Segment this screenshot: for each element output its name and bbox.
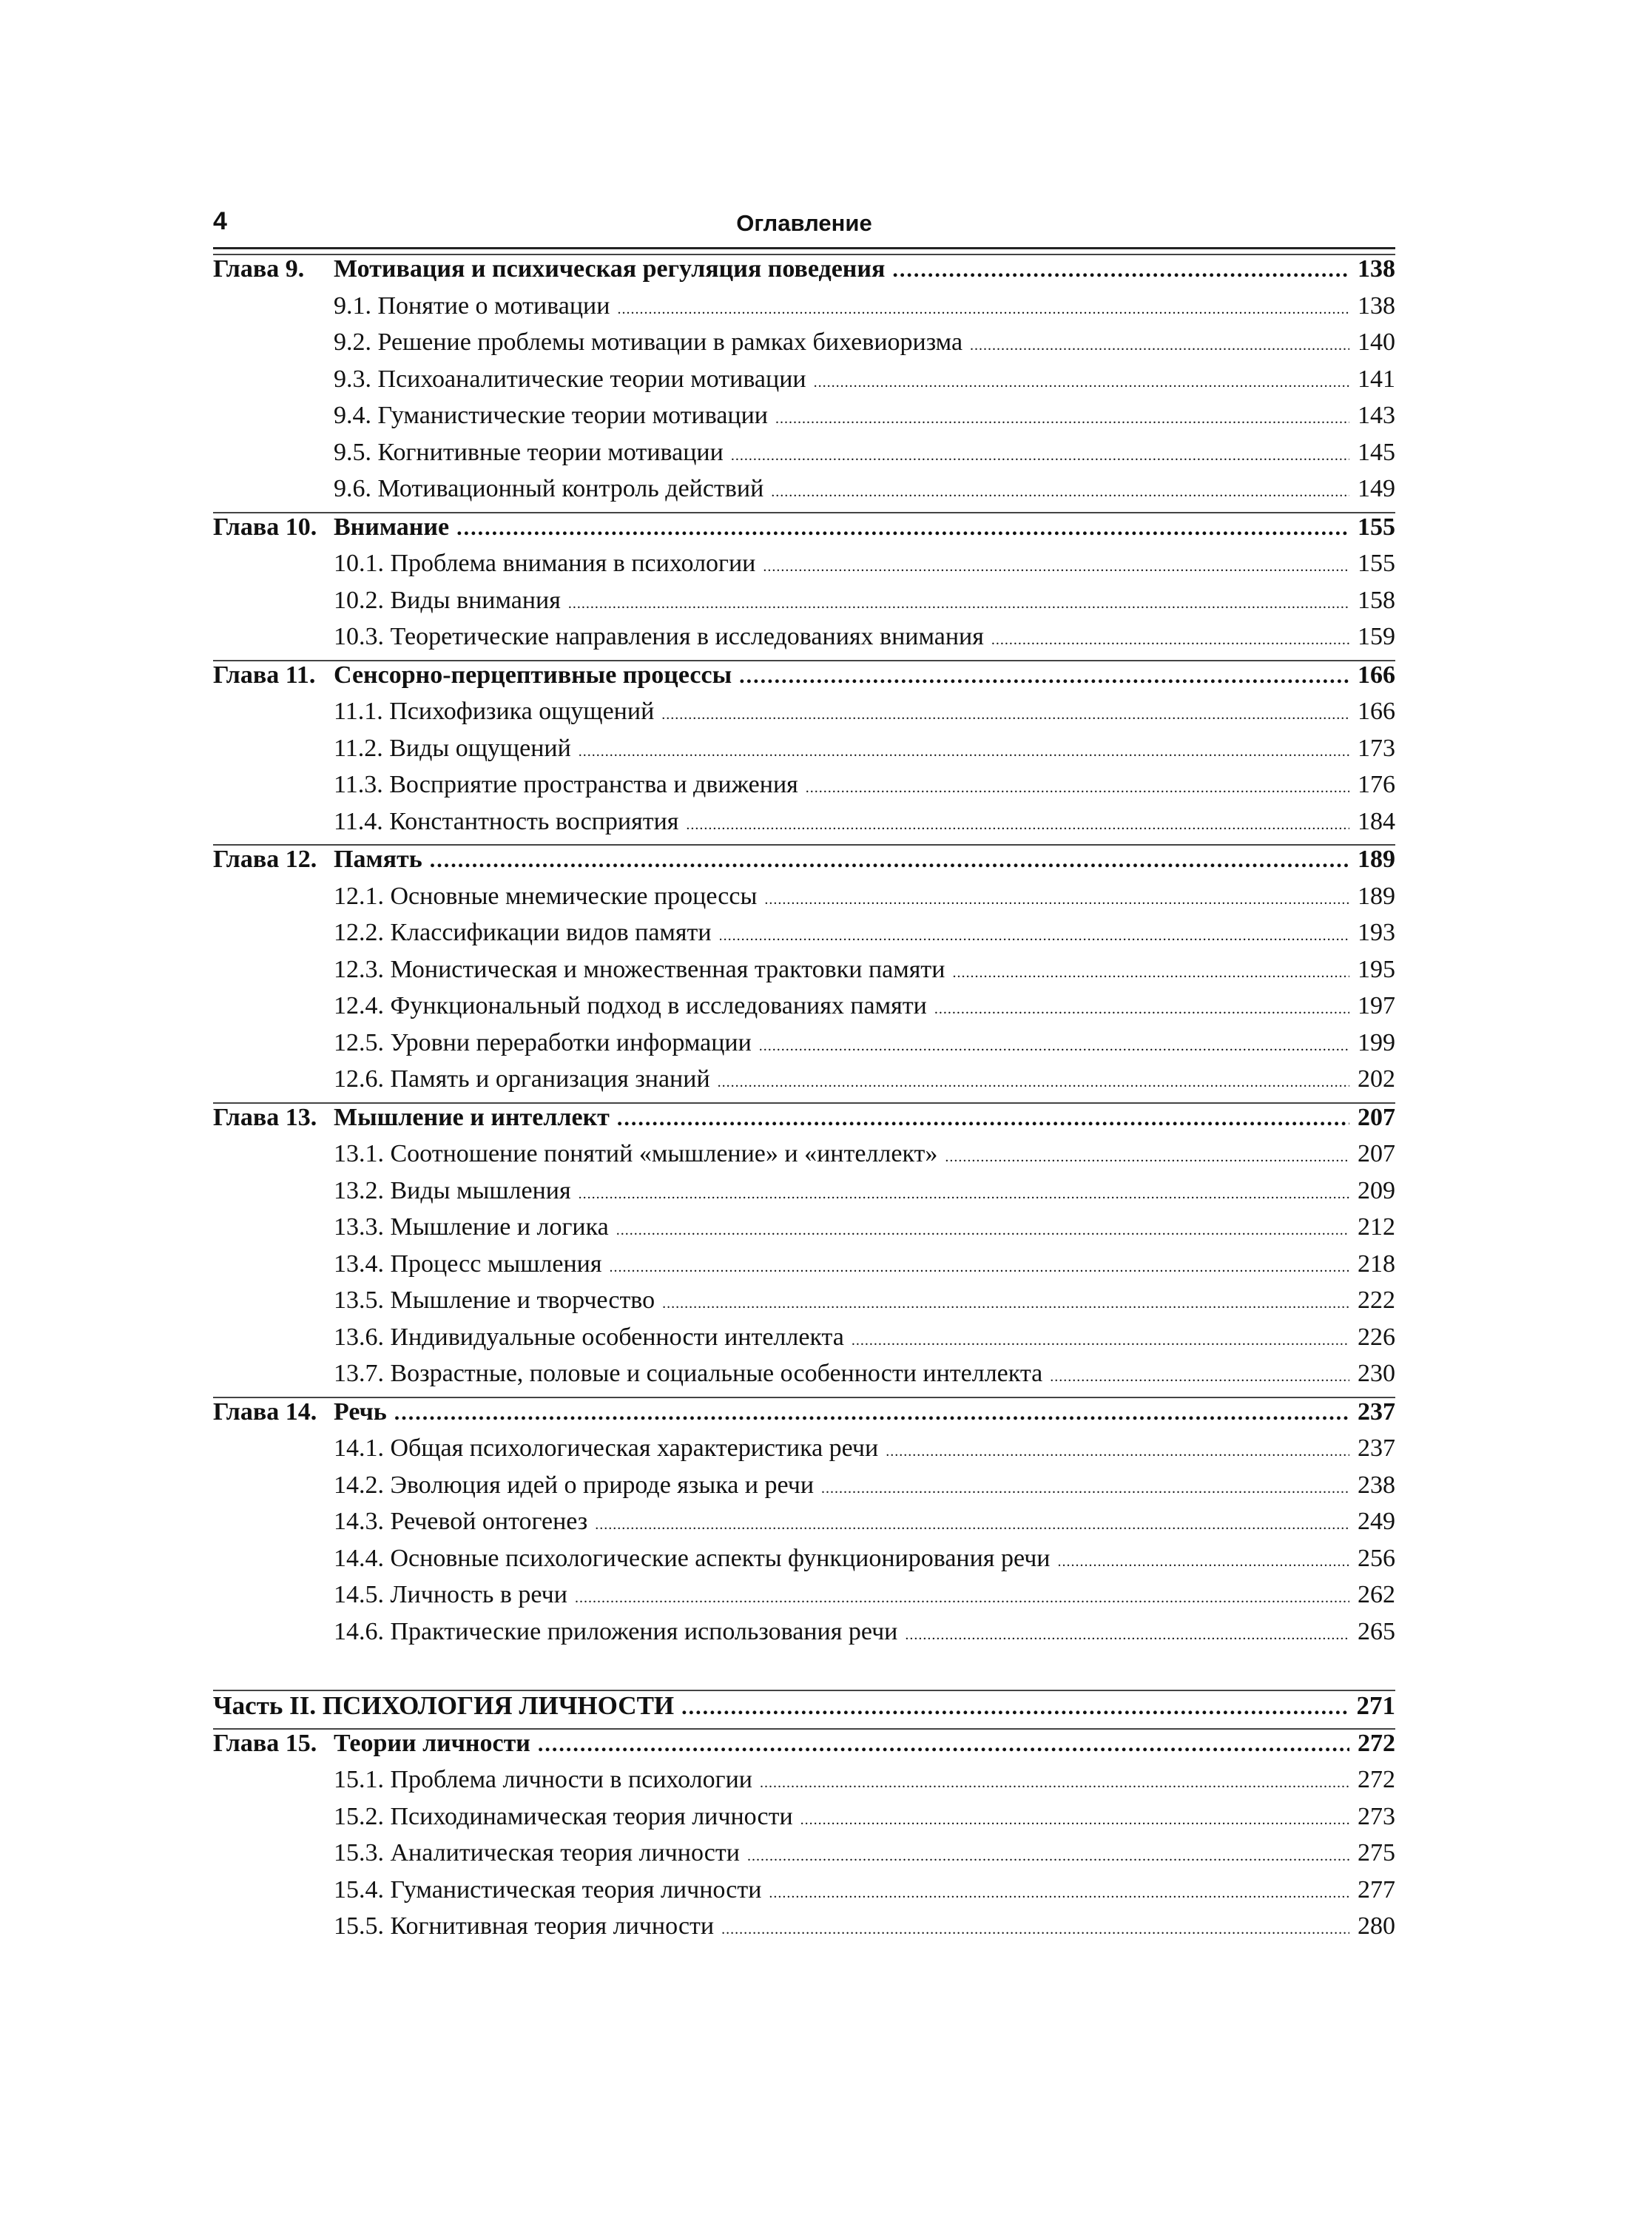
toc-entry-title: 15.4. Гуманистическая теория личности <box>334 1875 762 1903</box>
dot-leader <box>719 928 1349 945</box>
toc-page-number: 149 <box>1358 475 1395 502</box>
dot-leader <box>892 257 1349 283</box>
toc-page-number: 195 <box>1358 955 1395 983</box>
dot-leader <box>970 337 1349 354</box>
toc-section-row <box>213 292 1395 329</box>
dot-leader <box>759 1038 1349 1055</box>
toc-entry-title: Память <box>334 846 422 873</box>
toc-section-row <box>213 1177 1395 1214</box>
toc-page-number: 143 <box>1358 402 1395 429</box>
toc-entry-title: 13.6. Индивидуальные особенности интеллекта <box>334 1323 844 1351</box>
toc-page-number: 155 <box>1358 513 1395 541</box>
toc-section-row <box>213 992 1395 1029</box>
toc-part-row <box>213 1690 1395 1728</box>
toc-entry-title: Внимание <box>334 513 450 541</box>
dot-leader <box>617 1106 1349 1131</box>
toc-page-number: 226 <box>1358 1323 1395 1351</box>
dot-leader <box>568 596 1349 613</box>
chapter-label: Глава 9. <box>213 255 305 283</box>
running-title: Оглавление <box>736 210 872 236</box>
toc-page-number: 238 <box>1358 1471 1395 1499</box>
dot-leader <box>610 1259 1350 1276</box>
toc-entry-title: 13.7. Возрастные, половые и социальные особенности интеллекта <box>334 1360 1043 1387</box>
toc-entry-title: 11.2. Виды ощущений <box>334 734 571 762</box>
toc-chapter-row <box>213 844 1395 883</box>
toc-entry-title: 14.5. Личность в речи <box>334 1581 567 1608</box>
chapter-label: Глава 12. <box>213 846 317 873</box>
toc-page-number: 158 <box>1358 586 1395 614</box>
toc-entry-title: 12.4. Функциональный подход в исследованиях памяти <box>334 992 927 1019</box>
toc-entry-title: 9.4. Гуманистические теории мотивации <box>334 402 768 429</box>
toc-entry-title: 14.1. Общая психологическая характеристика речи <box>334 1434 879 1462</box>
dot-leader <box>616 1222 1349 1239</box>
toc-entry-title: 10.3. Теоретические направления в исследованиях внимания <box>334 623 984 650</box>
chapter-label: Глава 14. <box>213 1397 317 1426</box>
dot-leader <box>456 516 1349 541</box>
toc-page-number: 184 <box>1358 807 1395 835</box>
toc-page-number: 166 <box>1358 661 1395 689</box>
dot-leader <box>945 1149 1349 1166</box>
toc-entry-title: 13.2. Виды мышления <box>334 1176 571 1204</box>
toc-chapter-row <box>213 254 1395 292</box>
dot-leader <box>934 1001 1349 1018</box>
toc-entry-title: 10.1. Проблема внимания в психологии <box>334 550 756 577</box>
dot-leader <box>821 1480 1349 1497</box>
toc-entry-title: Речь <box>334 1397 387 1426</box>
dot-leader <box>763 559 1349 576</box>
toc-page-number: 138 <box>1358 291 1395 320</box>
toc-section-row <box>213 1287 1395 1323</box>
toc-section-row <box>213 1508 1395 1545</box>
toc-page-number: 265 <box>1358 1617 1395 1645</box>
toc-page-number: 189 <box>1358 882 1395 910</box>
dot-leader <box>739 664 1349 689</box>
dot-leader <box>721 1921 1349 1938</box>
toc-section-row <box>213 1360 1395 1397</box>
table-of-contents <box>213 254 1395 1949</box>
toc-entry-title: 10.2. Виды внимания <box>334 586 561 614</box>
running-header <box>213 201 1395 249</box>
toc-page-number: 145 <box>1358 438 1395 466</box>
dot-leader <box>575 1590 1349 1607</box>
toc-section-row <box>213 808 1395 845</box>
toc-section-row <box>213 328 1395 365</box>
toc-section-row <box>213 1029 1395 1066</box>
toc-section-row <box>213 1876 1395 1913</box>
toc-page-number: 159 <box>1358 623 1395 650</box>
toc-entry-title: 13.3. Мышление и логика <box>334 1213 609 1241</box>
toc-chapter-row <box>213 660 1395 698</box>
chapter-label: Глава 15. <box>213 1729 317 1757</box>
toc-entry-title: 14.3. Речевой онтогенез <box>334 1508 588 1535</box>
toc-chapter-row <box>213 512 1395 550</box>
toc-entry-title: Сенсорно-перцептивные процессы <box>334 661 732 689</box>
toc-page-number: 202 <box>1358 1065 1395 1093</box>
toc-page-number: 230 <box>1358 1360 1395 1387</box>
toc-page-number: 207 <box>1358 1140 1395 1167</box>
toc-entry-title: 15.3. Аналитическая теория личности <box>334 1839 740 1867</box>
toc-section-row <box>213 623 1395 660</box>
toc-section-row <box>213 1434 1395 1471</box>
chapter-label: Глава 13. <box>213 1103 317 1131</box>
toc-entry-title: 9.1. Понятие о мотивации <box>334 291 610 320</box>
dot-leader <box>595 1517 1349 1534</box>
toc-entry-title: 15.1. Проблема личности в психологии <box>334 1766 752 1793</box>
toc-section-row <box>213 1912 1395 1949</box>
toc-chapter-row <box>213 1397 1395 1435</box>
toc-section-row <box>213 883 1395 920</box>
dot-leader <box>1050 1369 1349 1386</box>
toc-page-number: 262 <box>1358 1581 1395 1608</box>
toc-page-number: 173 <box>1358 734 1395 762</box>
toc-page-number: 272 <box>1358 1766 1395 1793</box>
toc-entry-title: Теории личности <box>334 1729 530 1757</box>
chapter-label: Глава 10. <box>213 513 317 541</box>
dot-leader <box>579 1186 1349 1203</box>
toc-page-number: 199 <box>1358 1028 1395 1056</box>
toc-page-number: 212 <box>1358 1213 1395 1241</box>
dot-leader <box>775 411 1349 428</box>
toc-entry-title: 11.1. Психофизика ощущений <box>334 698 655 725</box>
toc-entry-title: 12.3. Монистическая и множественная трактовки памяти <box>334 955 945 983</box>
toc-entry-title: Мотивация и психическая регуляция поведения <box>334 255 886 283</box>
dot-leader <box>769 1885 1349 1902</box>
toc-section-row <box>213 1065 1395 1102</box>
toc-page-number: 237 <box>1358 1434 1395 1462</box>
toc-page-number: 207 <box>1358 1103 1395 1131</box>
toc-section-row <box>213 1839 1395 1876</box>
dot-leader <box>800 1812 1349 1829</box>
toc-page-number: 280 <box>1358 1912 1395 1940</box>
toc-page-number: 189 <box>1358 846 1395 873</box>
chapter-label: Глава 11. <box>213 661 316 689</box>
dot-leader <box>760 1775 1349 1792</box>
dot-leader <box>394 1400 1349 1426</box>
toc-entry-title: 15.2. Психодинамическая теория личности <box>334 1802 793 1830</box>
toc-entry-title: 15.5. Когнитивная теория личности <box>334 1912 715 1940</box>
toc-page-number: 193 <box>1358 919 1395 946</box>
toc-section-row <box>213 1250 1395 1287</box>
toc-section-row <box>213 1766 1395 1803</box>
dot-leader <box>1058 1554 1350 1571</box>
dot-leader <box>852 1332 1349 1349</box>
dot-leader <box>718 1074 1349 1091</box>
toc-page-number: 222 <box>1358 1287 1395 1314</box>
toc-page-number: 237 <box>1358 1397 1395 1426</box>
toc-entry-title: 13.1. Соотношение понятий «мышление» и «интеллект» <box>334 1140 938 1167</box>
dot-leader <box>662 1295 1349 1312</box>
dot-leader <box>430 848 1349 873</box>
page-number: 4 <box>213 207 227 235</box>
dot-leader <box>764 891 1349 908</box>
toc-section-row <box>213 698 1395 735</box>
toc-entry-title: 9.5. Когнитивные теории мотивации <box>334 438 724 466</box>
toc-entry-title: 9.2. Решение проблемы мотивации в рамках бихевиоризма <box>334 328 963 356</box>
toc-entry-title: 9.3. Психоаналитические теории мотивации <box>334 365 806 393</box>
toc-entry-title: 11.3. Восприятие пространства и движения <box>334 771 798 798</box>
toc-entry-title: Часть II. ПСИХОЛОГИЯ ЛИЧНОСТИ <box>213 1691 675 1720</box>
dot-leader <box>952 965 1349 982</box>
toc-page-number: 209 <box>1358 1176 1395 1204</box>
book-page <box>213 201 1395 1949</box>
toc-entry-title: 14.6. Практические приложения использования речи <box>334 1617 898 1645</box>
toc-page-number: 277 <box>1358 1875 1395 1903</box>
dot-leader <box>661 707 1349 724</box>
toc-section-row <box>213 1323 1395 1360</box>
dot-leader <box>771 484 1349 501</box>
toc-page-number: 273 <box>1358 1802 1395 1830</box>
dot-leader <box>617 301 1349 318</box>
toc-section-row <box>213 1581 1395 1618</box>
toc-page-number: 140 <box>1358 328 1395 356</box>
toc-page-number: 256 <box>1358 1544 1395 1572</box>
toc-section-row <box>213 402 1395 439</box>
toc-entry-title: 9.6. Мотивационный контроль действий <box>334 475 764 502</box>
dot-leader <box>731 448 1349 465</box>
toc-section-row <box>213 550 1395 587</box>
toc-section-row <box>213 365 1395 402</box>
toc-page-number: 272 <box>1358 1729 1395 1757</box>
toc-entry-title: 14.2. Эволюция идей о природе языка и речи <box>334 1471 815 1499</box>
toc-page-number: 141 <box>1358 365 1395 393</box>
toc-page-number: 166 <box>1358 698 1395 725</box>
toc-section-row <box>213 1545 1395 1582</box>
toc-section-row <box>213 1140 1395 1177</box>
toc-page-number: 249 <box>1358 1508 1395 1535</box>
toc-entry-title: 12.1. Основные мнемические процессы <box>334 882 758 910</box>
toc-chapter-row <box>213 1728 1395 1767</box>
toc-section-row <box>213 956 1395 993</box>
toc-entry-title: 14.4. Основные психологические аспекты функционирования речи <box>334 1544 1051 1572</box>
toc-entry-title: 13.5. Мышление и творчество <box>334 1287 655 1314</box>
toc-entry-title: 12.5. Уровни переработки информации <box>334 1028 752 1056</box>
toc-entry-title: 12.6. Память и организация знаний <box>334 1065 710 1093</box>
toc-entry-title: 12.2. Классификации видов памяти <box>334 919 712 946</box>
dot-leader <box>905 1627 1349 1644</box>
toc-section-row <box>213 1471 1395 1508</box>
toc-entry-title: 13.4. Процесс мышления <box>334 1250 602 1278</box>
dot-leader <box>686 817 1349 834</box>
toc-section-row <box>213 919 1395 956</box>
toc-section-row <box>213 587 1395 624</box>
toc-section-row <box>213 439 1395 476</box>
dot-leader <box>991 632 1349 649</box>
toc-page-number: 155 <box>1358 550 1395 577</box>
toc-page-number: 218 <box>1358 1250 1395 1278</box>
toc-page-number: 271 <box>1356 1691 1395 1720</box>
toc-section-row <box>213 1618 1395 1655</box>
dot-leader <box>806 780 1349 797</box>
toc-entry-title: Мышление и интеллект <box>334 1103 610 1131</box>
toc-section-row <box>213 1803 1395 1840</box>
toc-chapter-row <box>213 1102 1395 1141</box>
dot-leader <box>538 1732 1349 1757</box>
toc-page-number: 176 <box>1358 771 1395 798</box>
toc-page-number: 138 <box>1358 255 1395 283</box>
toc-section-row <box>213 1213 1395 1250</box>
toc-section-row <box>213 735 1395 772</box>
dot-leader <box>681 1695 1349 1720</box>
toc-page-number: 275 <box>1358 1839 1395 1867</box>
dot-leader <box>747 1848 1349 1865</box>
dot-leader <box>886 1443 1349 1460</box>
toc-section-row <box>213 771 1395 808</box>
dot-leader <box>814 374 1349 391</box>
toc-page-number: 197 <box>1358 992 1395 1019</box>
dot-leader <box>579 743 1349 761</box>
toc-section-row <box>213 475 1395 512</box>
toc-entry-title: 11.4. Константность восприятия <box>334 807 679 835</box>
